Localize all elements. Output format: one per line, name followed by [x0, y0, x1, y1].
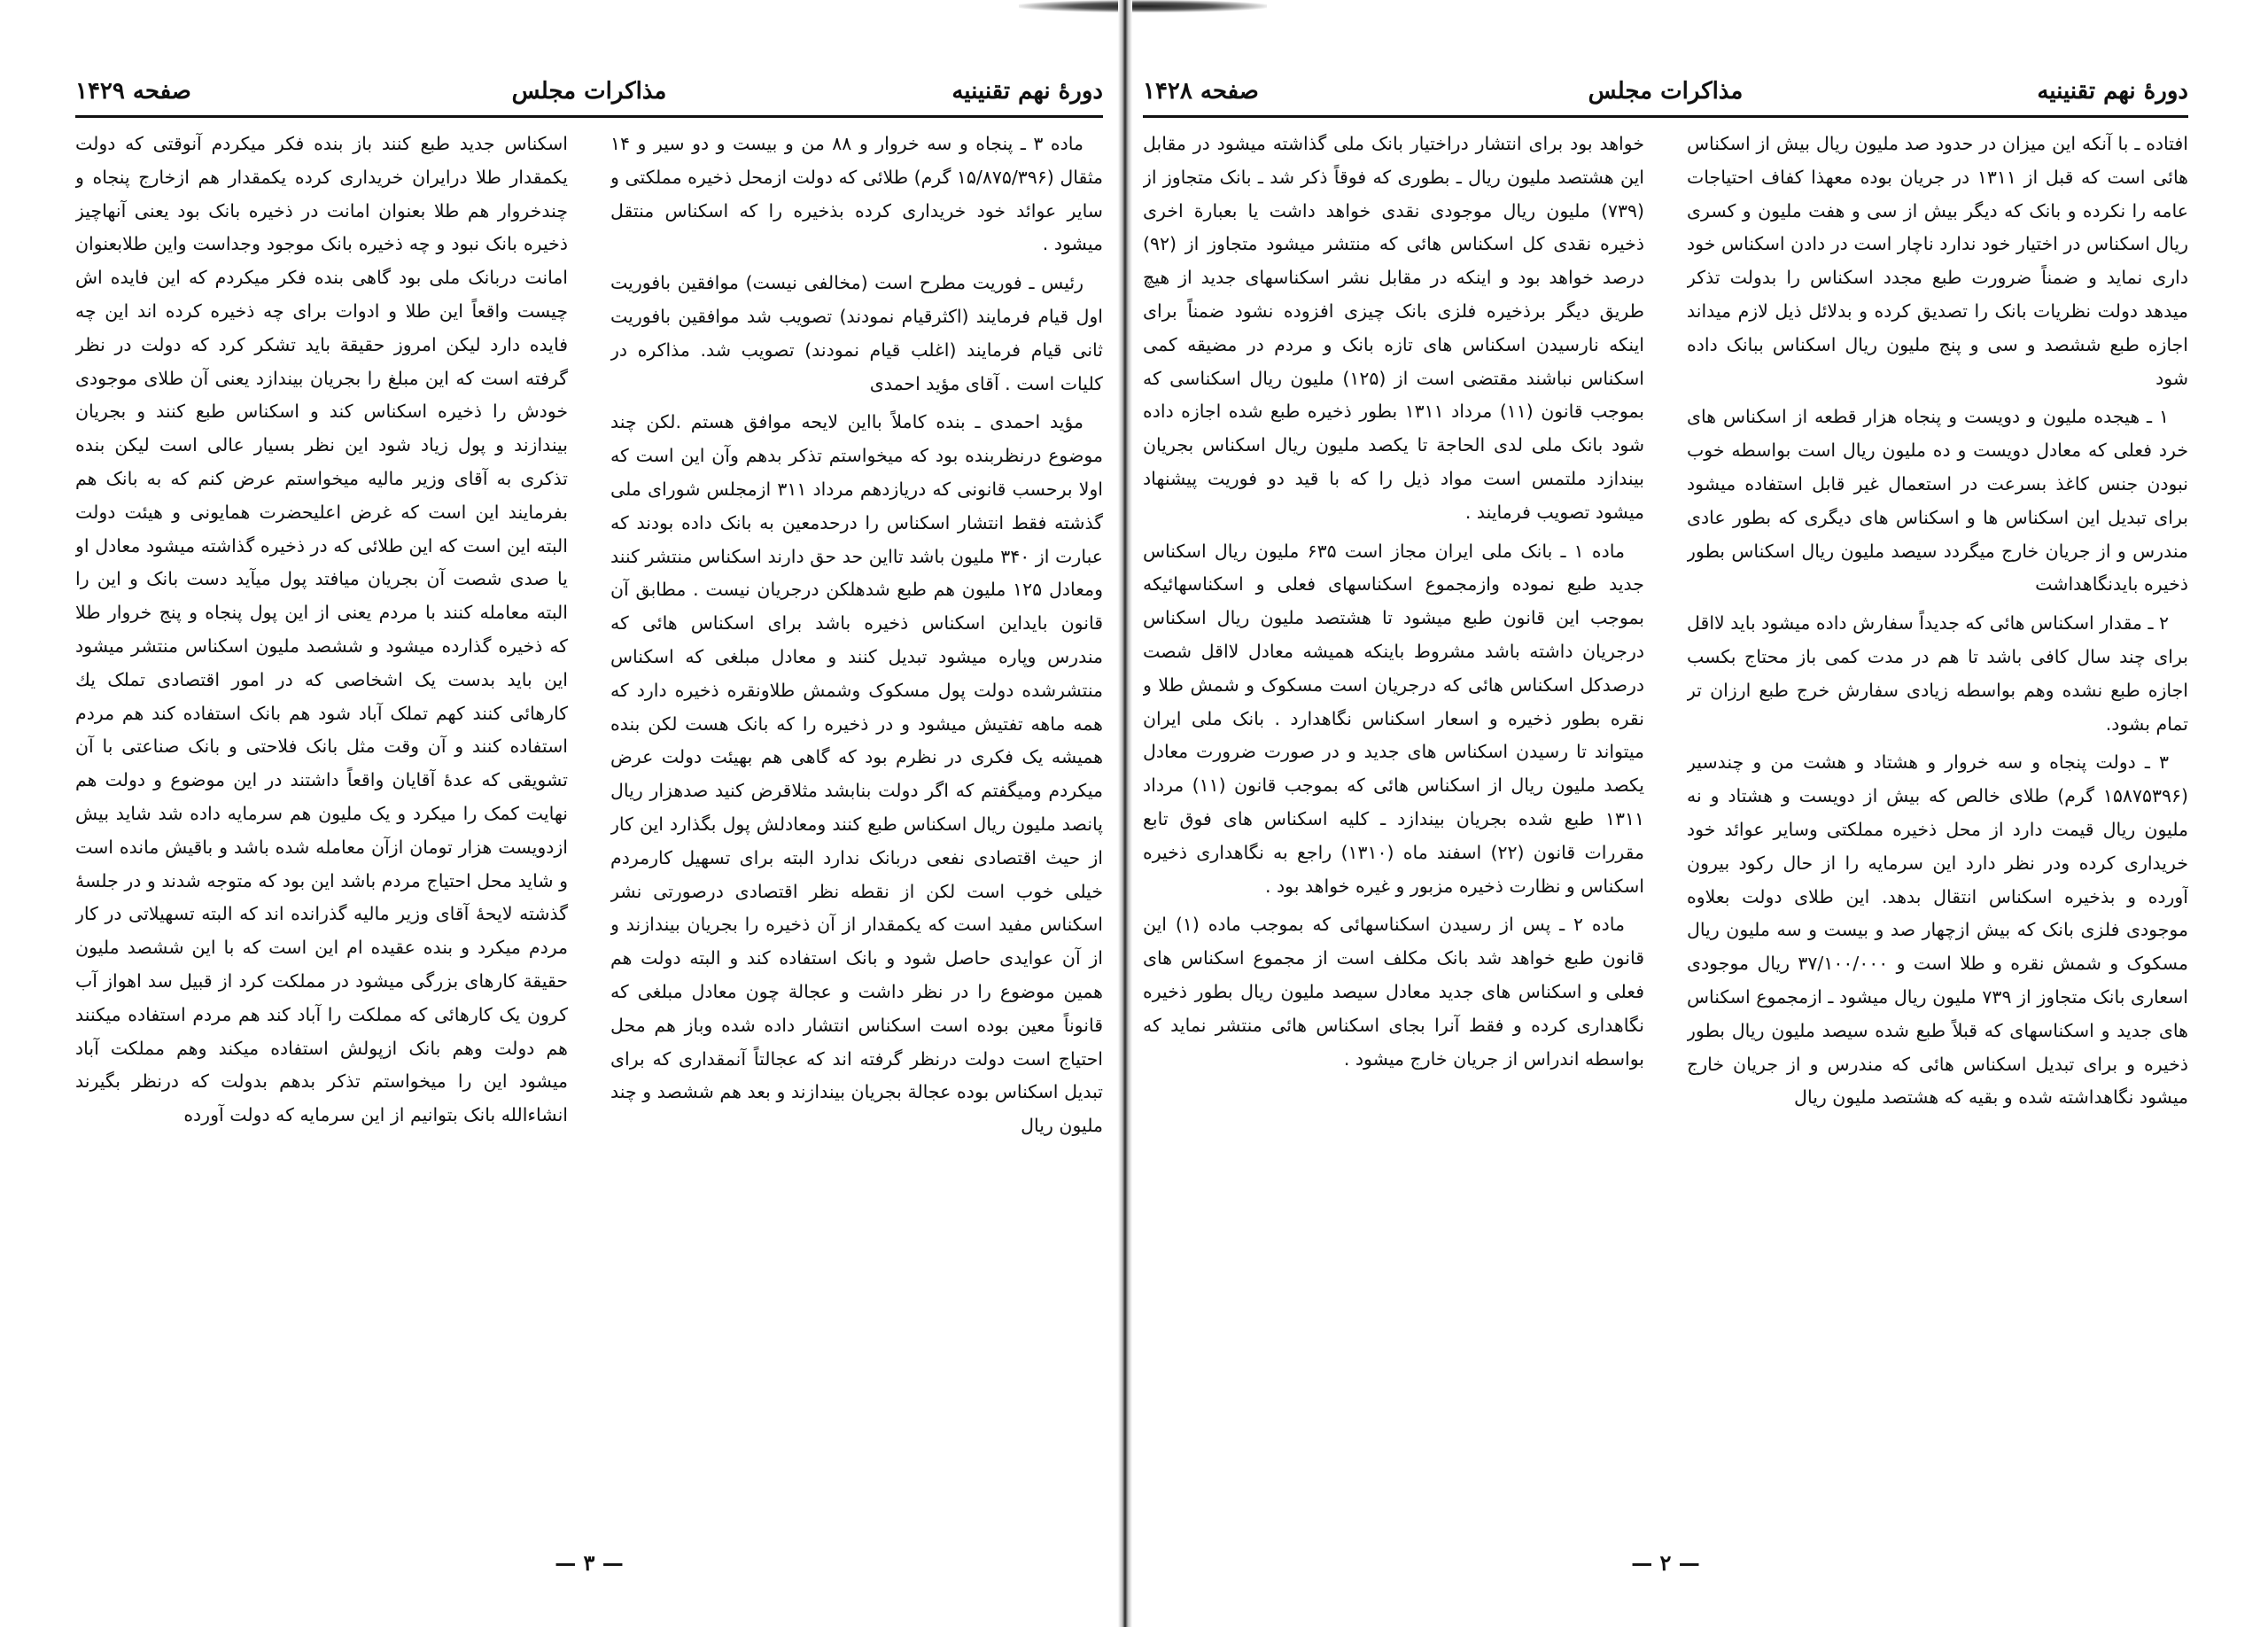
paragraph: خواهد بود برای انتشار دراختیار بانک ملی گذاشته میشود در مقابل این هشتصد ملیون ریال ـ بطوری که فوقاً ذکر شد ـ بانک متجاوز از (۷۳۹) ملیون ریال موجودی نقدی خواهد داشت یا بعبارة اخری ذخیره نقدی کل اسکناس هائی که منتشر میشود متجاوز از (۹۲) درصد خواهد بود و اینکه در مقابل نشر اسکناسهای جدید از هیچ طریق دیگر برذخیره فلزی بانک چیزی افزوده نشود ضمناً برای اینکه نارسیدن اسکناس های تازه بانک و مردم در مضیقه کمی اسکناس نباشند مقتضی است از (۱۲۵) ملیون ریال اسکناسی که بموجب قانون (۱۱) مرداد ۱۳۱۱ بطور ذخیره طبع شده اجازه داده شود بانک ملی لدی الحاجة تا یکصد ملیون ریال اسکناس بجریان بیندازد ملتمس است مواد ذیل را که با قید دو فوریت پیشنهاد میشود تصویب فرمایند . [1143, 133, 1644, 523]
paragraph: ماده ۱ ـ بانک ملی ایران مجاز است ۶۳۵ ملیون ریال اسکناس جدید طبع نموده وازمجموع اسکناسهای فعلی و اسکناسهائیکه بموجب این قانون طبع میشود تا هشتصد ملیون ریال اسکناس درجریان داشته باشد مشروط باینکه همیشه معادل لااقل شصت درصدکل اسکناس هائی که درجریان است مسکوک و شمش طلا و نقره بطور ذخیره و اسعار اسکناس نگاهدارد . بانک ملی ایران میتواند تا رسیدن اسکناس های جدید و در صورت ضرورت معادل یکصد ملیون ریال از اسکناس هائی که بموجب قانون (۱۱) مرداد ۱۳۱۱ طبع شده بجریان بیندازد ـ کلیه اسکناس های فوق تابع مقررات قانون (۲۲) اسفند ماه (۱۳۱۰) راجع به نگاهداری ذخیره اسکناس و نظارت ذخیره مزبور و غیره خواهد بود . [1143, 540, 1644, 897]
column-right [1687, 128, 2188, 1522]
book-spine [1118, 0, 1132, 1627]
text-columns [75, 128, 1103, 1522]
column-left [1143, 128, 1644, 1522]
session-label: دورهٔ نهم تقنینیه [951, 78, 1103, 105]
paragraph: مؤید احمدی ـ بنده کاملاً بااین لایحه موافق هستم .لکن چند موضوع درنظربنده بود که میخواستم تذکر بدهم وآن این است که اولا برحسب قانونی که دریازدهم مرداد ۳۱۱ ازمجلس شورای ملی گذشته فقط انتشار اسکناس را درحدمعین به بانک داده بودند که عبارت از ۳۴۰ ملیون باشد تااین حد حق دارند اسکناس منتشر کنند ومعادل ۱۲۵ ملیون هم طبع شدهلکن درجریان نیست . مطابق آن قانون بایداین اسکناس ذخیره باشد برای اسکناس هائی که مندرس وپاره میشود تبدیل کنند و معادل مبلغی که اسکناس منتشرشده دولت پول مسکوک وشمش طلاونقره ذخیره دارد که همه ماهه تفتیش میشود و در ذخیره را که بانک هست لکن بنده همیشه یک فکری در نظرم بود که گاهی هم بهیئت دولت عرض میکردم ومیگفتم که اگر دولت بنابشد مثلاقرض کنید صدهزار ریال پانصد ملیون ریال اسکناس طبع کنند ومعادلش پول بگذارد این کار از حیث اقتصادی نفعی دربانک ندارد البته برای تسهیل کارمردم خیلی خوب است لکن از نقطه نظر اقتصادی درصورتی نشر اسکناس مفید است که یکمقدار از آن ذخیره را بجریان بیندازند و از آن عوایدی حاصل شود و بانک استفاده کند و البته دولت هم همین موضوع را در نظر داشت و عجالة چون معادل مبلغی که قانوناً معین بوده است اسکناس انتشار داده شده وباز هم محل احتیاج است دولت درنظر گرفته اند که عجالتاً آنمقداری که برای تبدیل اسکناس بوده عجالة بجریان بیندازند و بعد هم ششصد و چند ملیون ریال [610, 411, 1103, 1137]
text-columns [1143, 128, 2188, 1522]
page-label: صفحه ۱۴۲۹ [75, 78, 191, 105]
paragraph: افتاده ـ با آنکه این میزان در حدود صد ملیون ریال بیش از اسکناس هائی است که قبل از ۱۳۱۱ در جریان بوده معهذا کفاف احتیاجات عامه را نکرده و بانک که دیگر بیش از سی و هفت ملیون و کسری ریال اسکناس در اختیار خود ندارد ناچار است در دادن اسکناس خود داری نماید و ضمناً ضرورت طبع مجدد اسکناس را بدولت تذکر میدهد دولت نظریات بانک را تصدیق کرده و بدلائل ذیل لازم میداند اجازه طبع ششصد و سی و پنج ملیون ریال اسکناس ببانک داده شود [1687, 133, 2188, 389]
publication-title: مذاکرات مجلس [511, 78, 667, 105]
column-left [75, 128, 568, 1522]
scan-shadow [1019, 0, 1267, 12]
paragraph: ۱ ـ هیجده ملیون و دویست و پنجاه هزار قطعه از اسکناس های خرد فعلی که معادل دویست و ده ملیون ریال است بواسطه خوب نبودن جنس کاغذ بسرعت در استعمال غیر قابل استفاده میشود برای تبدیل این اسکناس ها و اسکناس های دیگری که بطور عادی مندرس و از جریان خارج میگردد سیصد ملیون ریال اسکناس بطور ذخیره بایدنگاهداشت [1687, 406, 2188, 596]
running-head [1143, 69, 2188, 118]
page-number: — ۲ — [1631, 1550, 1700, 1576]
page-label: صفحه ۱۴۲۸ [1143, 78, 1259, 105]
publication-title: مذاکرات مجلس [1588, 78, 1744, 105]
page-1428 [1143, 69, 2188, 1576]
paragraph: ۲ ـ مقدار اسکناس هائی که جدیداً سفارش داده میشود باید لااقل برای چند سال کافی باشد تا هم در مدت کمی باز محتاج بکسب اجازه طبع نشده وهم بواسطه زیادی سفارش خرج طبع ارزان تر تمام بشود. [1687, 612, 2188, 735]
page-number: — ۳ — [555, 1550, 624, 1576]
paragraph: ماده ۳ ـ پنجاه و سه خروار و ۸۸ من و بیست و دو سیر و ۱۴ مثقال (۱۵/۸۷۵/۳۹۶ گرم) طلائی که دولت ازمحل ذخیره مملکتی و سایر عوائد خود خریداری کرده بذخیره را که اسکناس منتقل میشود . [610, 133, 1103, 255]
paragraph: رئیس ـ فوریت مطرح است (مخالفی نیست) موافقین بافوریت اول قیام فرمایند (اکثرقیام نمودند) تصویب شد موافقین بافوریت ثانی قیام فرمایند (اغلب قیام نمودند) تصویب شد. مذاکره در کلیات است . آقای مؤید احمدی [610, 272, 1103, 394]
page-1429 [75, 69, 1103, 1576]
column-right [610, 128, 1103, 1522]
session-label: دورهٔ نهم تقنینیه [2037, 78, 2188, 105]
running-head [75, 69, 1103, 118]
paragraph: ۳ ـ دولت پنجاه و سه خروار و هشتاد و هشت من و چندسیر (۱۵۸۷۵۳۹۶ گرم) طلای خالص که بیش از دویست و هشتاد و نه ملیون ریال قیمت دارد از محل ذخیره مملکتی وسایر عوائد خود خریداری کرده ودر نظر دارد این سرمایه را از حال رکود بیرون آورده و بذخیره اسکناس انتقال بدهد. این طلای دولت بعلاوه موجودی فلزی بانک که بیش ازچهار صد و بیست و سه ملیون ریال مسکوک و شمش نقره و طلا است و ۳۷/۱۰۰/۰۰۰ ریال موجودی اسعاری بانک متجاوز از ۷۳۹ ملیون ریال میشود ـ ازمجموع اسکناس های جدید و اسکناسهای که قبلاً طبع شده سیصد ملیون ریال بطور ذخیره و برای تبدیل اسکناس هائی که مندرس و از جریان خارج میشود نگاهداشته شده و بقیه که هشتصد ملیون ریال [1687, 751, 2188, 1109]
paragraph: ماده ۲ ـ پس از رسیدن اسکناسهائی که بموجب ماده (۱) این قانون طبع خواهد شد بانک مکلف است از مجموع اسکناس های فعلی و اسکناس های جدید معادل سیصد ملیون ریال بطور ذخیره نگاهداری کرده و فقط آنرا بجای اسکناس هائی منتشر نماید که بواسطه اندراس از جریان خارج میشود . [1143, 914, 1644, 1070]
paragraph: اسکناس جدید طبع کنند باز بنده فکر میکردم آنوقتی که دولت یکمقدار طلا درایران خریداری کرده یکمقدار هم ازخارج پنجاه و چندخروار هم طلا بعنوان امانت در ذخیره بانک بود یعنی آنهاچیز ذخیره بانک نبود و چه ذخیره بانک موجود وجداست واین طلابعنوان امانت دربانک ملی بود گاهی بنده فکر میکردم که این فایده اش چیست واقعاً این طلا و ادوات برای چه ذخیره کرده اند این چه فایده دارد لیکن امروز حقیقة باید تشکر کرد که دولت در نظر گرفته است که این مبلغ را بجریان بیندازد یعنی آن طلای موجودی خودش را ذخیره اسکناس کند و اسکناس طبع کنند و بجریان بیندازند و پول زیاد شود این نظر بسیار عالی است لیکن بنده تذکری به آقای وزیر مالیه میخواستم عرض کنم که به بانک هم بفرمایند این است که غرض اعلیحضرت همایونی و هیئت دولت البته این است که این طلائی که در ذخیره گذاشته میشود معادل او یا صدی شصت آن بجریان میافتد پول میآید دست بانک و این را البته معامله کنند با مردم یعنی از این پول پنجاه و پنج خروار طلا که ذخیره گذارده میشود و ششصد ملیون اسکناس منتشر میشود این باید بدست یک اشخاصی که در امور اقتصادی تملک یك کارهائی کنند کهم تملک آباد شود هم بانک استفاده کند هم مردم استفاده کنند و آن وقت مثل بانک فلاحتی و بانک صناعتی با آن تشویقی که عدهٔ آقایان واقعاً داشتند در این موضوع و دولت هم نهایت کمک را میکرد و یک ملیون هم سرمایه داده شد شاید بیش ازدویست هزار تومان ازآن معامله شده باشد و باقیش مانده است و شاید محل احتیاج مردم باشد این بود که متوجه شدند و در جلسهٔ گذشته لایحهٔ آقای وزیر مالیه گذرانده اند که البته تسهیلاتی در کار مردم میکرد و بنده عقیده ام این است که با این ششصد ملیون حقیقة کارهای بزرگی میشود در مملکت کرد از قبیل سد اهواز آب کرون یک کارهائی که مملکت را آباد کند هم مردم استفاده میکنند هم دولت وهم بانک ازپولش استفاده میکند وهم مملکت آباد میشود این را میخواستم تذکر بدهم بدولت که درنظر بگیرند انشاءالله بانک بتوانیم از این سرمایه که دولت آورده [75, 133, 568, 1126]
